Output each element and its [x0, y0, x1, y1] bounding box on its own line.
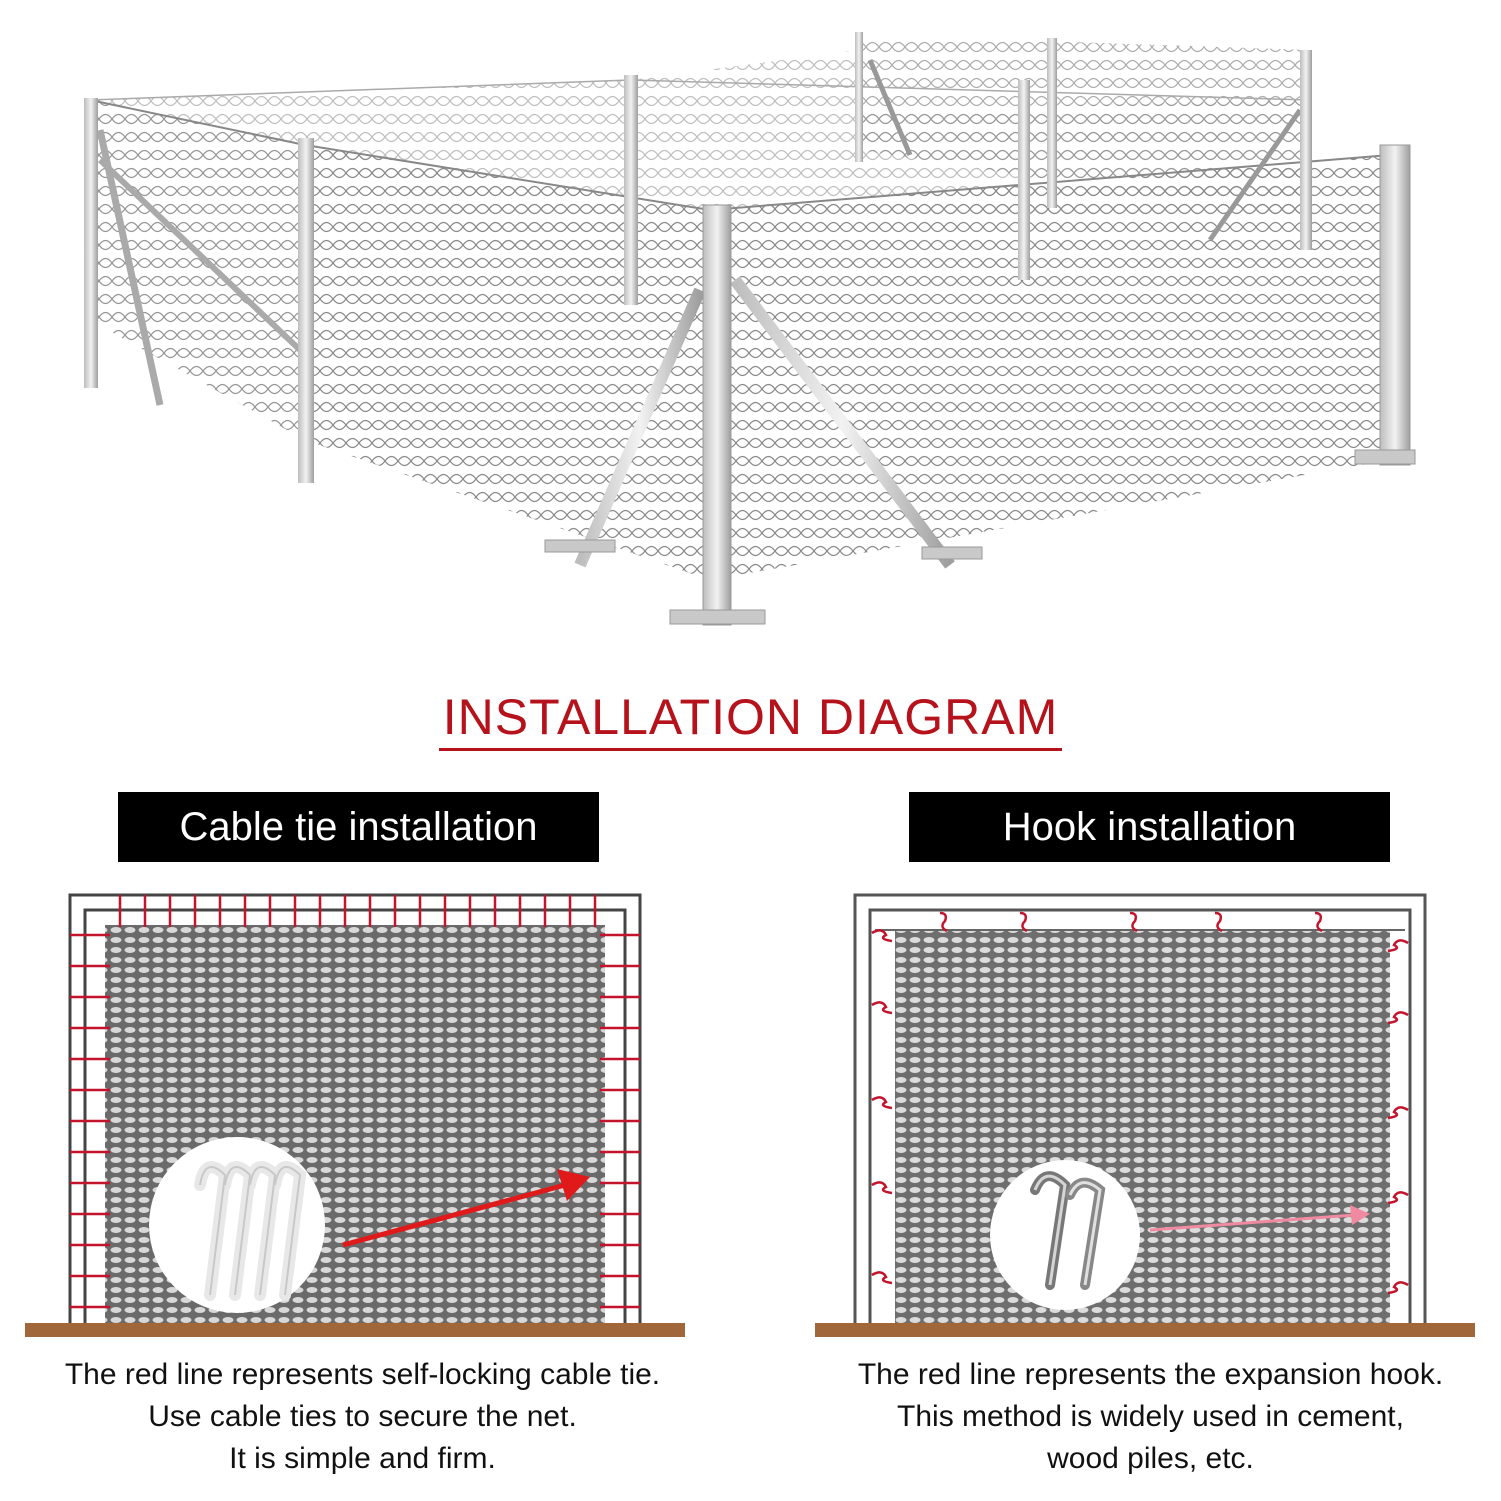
cable-tie-label — [118, 792, 599, 862]
expansion-hook-icon — [990, 1160, 1140, 1310]
cable-tie-caption-line-1: The red line represents self-locking cable tie. — [64, 1358, 661, 1391]
hook-caption — [800, 1354, 1501, 1480]
hook-label — [909, 792, 1390, 862]
hook-caption-line-3: wood piles, etc. — [1047, 1442, 1254, 1475]
cable-tie-caption-line-3: It is simple and firm. — [229, 1442, 496, 1475]
cable-tie-caption — [0, 1354, 725, 1480]
hook-caption-line-1: The red line represents the expansion hook. — [857, 1358, 1444, 1391]
fence-illustration — [60, 20, 1450, 640]
hook-caption-line-2: This method is widely used in cement, — [897, 1400, 1404, 1433]
diagram-title-text: INSTALLATION DIAGRAM — [439, 688, 1062, 751]
cable-tie-icon — [149, 1137, 325, 1313]
hook-diagram — [810, 885, 1480, 1345]
hook-label-text: Hook installation — [1002, 804, 1297, 849]
cable-tie-caption-line-2: Use cable ties to secure the net. — [148, 1400, 577, 1433]
diagram-title — [0, 688, 1501, 751]
cable-tie-label-text: Cable tie installation — [179, 804, 538, 849]
cable-tie-diagram — [25, 885, 690, 1345]
